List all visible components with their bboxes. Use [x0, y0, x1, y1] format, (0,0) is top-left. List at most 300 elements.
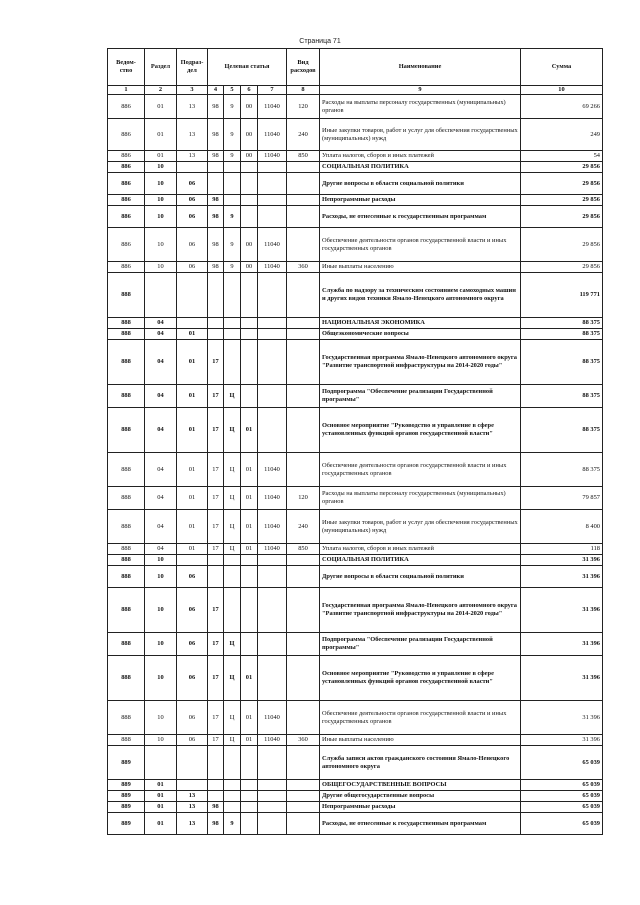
- cell-naimenovanie: Подпрограмма "Обеспечение реализации Государственной программы": [320, 385, 521, 408]
- table-row: [108, 487, 603, 510]
- cell-tsel-direction: 11040: [258, 453, 287, 487]
- cell-summa: 29 856: [521, 206, 603, 228]
- cell-tsel-program: 17: [208, 487, 224, 510]
- cell-tsel-direction: [258, 173, 287, 195]
- table-row: [108, 206, 603, 228]
- cell-podrazdel: 01: [177, 408, 208, 453]
- cell-tsel-program: 17: [208, 701, 224, 735]
- cell-razdel: 10: [145, 656, 177, 701]
- cell-naimenovanie: Другие общегосударственные вопросы: [320, 791, 521, 802]
- cell-tsel-direction: 11040: [258, 487, 287, 510]
- cell-razdel: 10: [145, 633, 177, 656]
- header-row: [108, 49, 603, 86]
- cell-naimenovanie: Обеспечение деятельности органов государственной власти и иных государственных органов: [320, 701, 521, 735]
- cell-tsel-program: 17: [208, 633, 224, 656]
- cell-vid-rashodov: [287, 780, 320, 791]
- cell-vid-rashodov: 120: [287, 487, 320, 510]
- cell-tsel-direction: 11040: [258, 228, 287, 262]
- cell-tsel-subprogram: 9: [224, 813, 241, 835]
- cell-vid-rashodov: 120: [287, 95, 320, 119]
- cell-vid-rashodov: [287, 555, 320, 566]
- cell-naimenovanie: Подпрограмма "Обеспечение реализации Государственной программы": [320, 633, 521, 656]
- cell-tsel-event: [241, 385, 258, 408]
- cell-tsel-program: 98: [208, 206, 224, 228]
- cell-vid-rashodov: [287, 195, 320, 206]
- table-body: [108, 95, 603, 835]
- cell-tsel-event: [241, 566, 258, 588]
- column-number: 6: [241, 86, 258, 95]
- table-row: [108, 746, 603, 780]
- cell-tsel-program: 98: [208, 262, 224, 273]
- table-row: [108, 385, 603, 408]
- cell-tsel-event: 01: [241, 510, 258, 544]
- page-label: Страница 71: [299, 38, 341, 45]
- cell-podrazdel: [177, 555, 208, 566]
- table-row: [108, 813, 603, 835]
- cell-naimenovanie: Служба по надзору за техническим состоянием самоходных машин и других видов техники Ямало-Ненецкого автономного округа: [320, 273, 521, 318]
- cell-tsel-event: [241, 813, 258, 835]
- cell-vid-rashodov: [287, 588, 320, 633]
- cell-podrazdel: 13: [177, 813, 208, 835]
- cell-tsel-subprogram: 9: [224, 151, 241, 162]
- cell-tsel-program: 17: [208, 544, 224, 555]
- cell-tsel-event: 01: [241, 408, 258, 453]
- cell-tsel-event: [241, 780, 258, 791]
- cell-vid-rashodov: [287, 802, 320, 813]
- cell-tsel-event: 01: [241, 487, 258, 510]
- cell-tsel-subprogram: [224, 329, 241, 340]
- cell-summa: 29 856: [521, 195, 603, 206]
- cell-naimenovanie: Государственная программа Ямало-Ненецкого автономного округа "Развитие транспортной инфраструктуры на 2014-2020 годы": [320, 588, 521, 633]
- cell-tsel-subprogram: Ц: [224, 487, 241, 510]
- cell-vedomstvo: 888: [108, 555, 145, 566]
- cell-tsel-subprogram: [224, 555, 241, 566]
- cell-razdel: 04: [145, 408, 177, 453]
- cell-tsel-event: [241, 340, 258, 385]
- cell-tsel-event: 01: [241, 735, 258, 746]
- cell-tsel-direction: [258, 656, 287, 701]
- column-number: 7: [258, 86, 287, 95]
- cell-summa: 118: [521, 544, 603, 555]
- cell-razdel: 01: [145, 791, 177, 802]
- cell-vedomstvo: 886: [108, 119, 145, 151]
- table-row: [108, 340, 603, 385]
- cell-vedomstvo: 886: [108, 95, 145, 119]
- cell-vedomstvo: 886: [108, 206, 145, 228]
- cell-podrazdel: 01: [177, 544, 208, 555]
- header-razdel: Раздел: [145, 49, 177, 86]
- cell-vedomstvo: 888: [108, 633, 145, 656]
- cell-tsel-event: 00: [241, 262, 258, 273]
- column-number: 3: [177, 86, 208, 95]
- cell-tsel-event: [241, 555, 258, 566]
- cell-tsel-program: [208, 329, 224, 340]
- budget-table: [107, 48, 603, 835]
- cell-naimenovanie: Расходы на выплаты персоналу государственных (муниципальных) органов: [320, 487, 521, 510]
- table-row: [108, 656, 603, 701]
- cell-vedomstvo: 889: [108, 780, 145, 791]
- cell-naimenovanie: Уплата налогов, сборов и иных платежей: [320, 544, 521, 555]
- cell-podrazdel: [177, 318, 208, 329]
- cell-tsel-subprogram: Ц: [224, 735, 241, 746]
- cell-summa: 31 396: [521, 701, 603, 735]
- cell-summa: 79 857: [521, 487, 603, 510]
- cell-summa: 88 375: [521, 385, 603, 408]
- column-number: 2: [145, 86, 177, 95]
- table-row: [108, 173, 603, 195]
- cell-vedomstvo: 888: [108, 340, 145, 385]
- cell-razdel: 10: [145, 262, 177, 273]
- cell-tsel-subprogram: [224, 318, 241, 329]
- cell-tsel-direction: [258, 385, 287, 408]
- cell-podrazdel: 01: [177, 340, 208, 385]
- table-row: [108, 633, 603, 656]
- cell-vid-rashodov: [287, 746, 320, 780]
- cell-naimenovanie: СОЦИАЛЬНАЯ ПОЛИТИКА: [320, 555, 521, 566]
- cell-podrazdel: 06: [177, 262, 208, 273]
- cell-vid-rashodov: [287, 273, 320, 318]
- cell-tsel-direction: [258, 340, 287, 385]
- cell-tsel-subprogram: 9: [224, 119, 241, 151]
- cell-naimenovanie: НАЦИОНАЛЬНАЯ ЭКОНОМИКА: [320, 318, 521, 329]
- cell-tsel-event: [241, 162, 258, 173]
- cell-vid-rashodov: [287, 173, 320, 195]
- cell-razdel: [145, 746, 177, 780]
- cell-razdel: 04: [145, 385, 177, 408]
- cell-vedomstvo: 886: [108, 262, 145, 273]
- cell-vid-rashodov: 360: [287, 735, 320, 746]
- cell-podrazdel: [177, 162, 208, 173]
- cell-naimenovanie: Другие вопросы в области социальной политики: [320, 566, 521, 588]
- cell-tsel-program: 17: [208, 656, 224, 701]
- cell-vedomstvo: 888: [108, 566, 145, 588]
- cell-vid-rashodov: 240: [287, 119, 320, 151]
- cell-summa: 65 039: [521, 780, 603, 791]
- cell-summa: 65 039: [521, 791, 603, 802]
- table-row: [108, 555, 603, 566]
- cell-vid-rashodov: [287, 408, 320, 453]
- cell-tsel-subprogram: 9: [224, 228, 241, 262]
- table-row: [108, 318, 603, 329]
- cell-tsel-direction: 11040: [258, 510, 287, 544]
- cell-tsel-event: [241, 802, 258, 813]
- column-number: 9: [320, 86, 521, 95]
- cell-vedomstvo: 888: [108, 656, 145, 701]
- cell-naimenovanie: Уплата налогов, сборов и иных платежей: [320, 151, 521, 162]
- header-summa: Сумма: [521, 49, 603, 86]
- cell-tsel-subprogram: [224, 566, 241, 588]
- cell-tsel-subprogram: 9: [224, 206, 241, 228]
- cell-summa: 54: [521, 151, 603, 162]
- cell-vedomstvo: 888: [108, 701, 145, 735]
- cell-naimenovanie: Непрограммные расходы: [320, 802, 521, 813]
- cell-tsel-program: [208, 273, 224, 318]
- cell-razdel: 01: [145, 95, 177, 119]
- cell-tsel-event: [241, 273, 258, 318]
- cell-summa: 29 856: [521, 173, 603, 195]
- table-row: [108, 329, 603, 340]
- cell-tsel-event: [241, 633, 258, 656]
- cell-vedomstvo: 888: [108, 453, 145, 487]
- table-row: [108, 566, 603, 588]
- cell-tsel-subprogram: [224, 195, 241, 206]
- cell-razdel: 10: [145, 588, 177, 633]
- cell-vid-rashodov: [287, 329, 320, 340]
- cell-tsel-direction: [258, 780, 287, 791]
- cell-tsel-event: [241, 173, 258, 195]
- cell-vedomstvo: 886: [108, 173, 145, 195]
- cell-tsel-subprogram: Ц: [224, 385, 241, 408]
- cell-podrazdel: 06: [177, 173, 208, 195]
- cell-naimenovanie: Государственная программа Ямало-Ненецкого автономного округа "Развитие транспортной инфраструктуры на 2014-2020 годы": [320, 340, 521, 385]
- cell-tsel-event: 01: [241, 544, 258, 555]
- cell-summa: 31 396: [521, 656, 603, 701]
- cell-summa: 88 375: [521, 318, 603, 329]
- cell-tsel-subprogram: [224, 746, 241, 780]
- cell-tsel-direction: 11040: [258, 701, 287, 735]
- cell-tsel-direction: [258, 162, 287, 173]
- cell-tsel-direction: 11040: [258, 119, 287, 151]
- cell-podrazdel: 13: [177, 95, 208, 119]
- cell-podrazdel: 06: [177, 228, 208, 262]
- cell-razdel: 01: [145, 802, 177, 813]
- cell-tsel-program: 98: [208, 228, 224, 262]
- cell-summa: 88 375: [521, 453, 603, 487]
- cell-tsel-subprogram: Ц: [224, 453, 241, 487]
- cell-razdel: 10: [145, 206, 177, 228]
- cell-vid-rashodov: 240: [287, 510, 320, 544]
- table-row: [108, 735, 603, 746]
- table-row: [108, 195, 603, 206]
- cell-tsel-program: 17: [208, 510, 224, 544]
- cell-tsel-program: [208, 566, 224, 588]
- header-vedomstvo: Ведом-ство: [108, 49, 145, 86]
- column-number: 8: [287, 86, 320, 95]
- cell-tsel-event: [241, 206, 258, 228]
- cell-razdel: 10: [145, 228, 177, 262]
- cell-razdel: 10: [145, 162, 177, 173]
- cell-vedomstvo: 888: [108, 329, 145, 340]
- cell-tsel-event: [241, 195, 258, 206]
- table-row: [108, 95, 603, 119]
- cell-vedomstvo: 888: [108, 735, 145, 746]
- cell-tsel-subprogram: Ц: [224, 633, 241, 656]
- cell-naimenovanie: Иные выплаты населению: [320, 735, 521, 746]
- cell-tsel-subprogram: [224, 802, 241, 813]
- cell-tsel-program: [208, 162, 224, 173]
- cell-tsel-program: 17: [208, 735, 224, 746]
- cell-podrazdel: 06: [177, 206, 208, 228]
- cell-tsel-subprogram: [224, 162, 241, 173]
- cell-tsel-subprogram: [224, 340, 241, 385]
- cell-tsel-event: 00: [241, 228, 258, 262]
- cell-razdel: 10: [145, 566, 177, 588]
- cell-naimenovanie: Расходы, не отнесенные к государственным программам: [320, 206, 521, 228]
- cell-vid-rashodov: [287, 791, 320, 802]
- cell-podrazdel: [177, 780, 208, 791]
- cell-tsel-subprogram: [224, 173, 241, 195]
- cell-tsel-direction: [258, 206, 287, 228]
- cell-tsel-event: [241, 318, 258, 329]
- cell-vid-rashodov: 850: [287, 151, 320, 162]
- cell-vid-rashodov: [287, 340, 320, 385]
- table-row: [108, 262, 603, 273]
- cell-tsel-event: 01: [241, 656, 258, 701]
- cell-tsel-program: [208, 746, 224, 780]
- cell-tsel-program: 17: [208, 588, 224, 633]
- cell-tsel-program: 98: [208, 195, 224, 206]
- cell-tsel-subprogram: Ц: [224, 510, 241, 544]
- cell-vedomstvo: 888: [108, 408, 145, 453]
- cell-tsel-program: 98: [208, 813, 224, 835]
- cell-naimenovanie: ОБЩЕГОСУДАРСТВЕННЫЕ ВОПРОСЫ: [320, 780, 521, 791]
- cell-razdel: 04: [145, 329, 177, 340]
- cell-razdel: 10: [145, 195, 177, 206]
- cell-razdel: 04: [145, 510, 177, 544]
- cell-naimenovanie: Служба записи актов гражданского состояния Ямало-Ненецкого автономного округа: [320, 746, 521, 780]
- table-row: [108, 162, 603, 173]
- cell-vedomstvo: 889: [108, 813, 145, 835]
- cell-tsel-program: 98: [208, 119, 224, 151]
- cell-summa: 31 396: [521, 588, 603, 633]
- cell-tsel-event: [241, 588, 258, 633]
- cell-naimenovanie: Другие вопросы в области социальной политики: [320, 173, 521, 195]
- cell-tsel-event: [241, 329, 258, 340]
- cell-tsel-program: [208, 318, 224, 329]
- table-row: [108, 119, 603, 151]
- cell-razdel: 04: [145, 487, 177, 510]
- cell-vedomstvo: 886: [108, 228, 145, 262]
- cell-razdel: 10: [145, 735, 177, 746]
- cell-vid-rashodov: [287, 566, 320, 588]
- cell-vid-rashodov: 360: [287, 262, 320, 273]
- cell-naimenovanie: Расходы, не отнесенные к государственным программам: [320, 813, 521, 835]
- cell-vid-rashodov: [287, 385, 320, 408]
- cell-tsel-direction: [258, 195, 287, 206]
- cell-tsel-program: [208, 555, 224, 566]
- table-row: [108, 701, 603, 735]
- table-row: [108, 453, 603, 487]
- cell-tsel-program: 17: [208, 385, 224, 408]
- cell-summa: 31 396: [521, 566, 603, 588]
- column-number: 5: [224, 86, 241, 95]
- cell-tsel-subprogram: Ц: [224, 656, 241, 701]
- cell-podrazdel: 06: [177, 588, 208, 633]
- cell-summa: 31 396: [521, 555, 603, 566]
- cell-tsel-program: [208, 780, 224, 791]
- cell-vedomstvo: 888: [108, 273, 145, 318]
- cell-summa: 65 039: [521, 802, 603, 813]
- cell-podrazdel: 01: [177, 487, 208, 510]
- cell-tsel-direction: 11040: [258, 151, 287, 162]
- cell-tsel-direction: [258, 746, 287, 780]
- cell-vid-rashodov: [287, 206, 320, 228]
- cell-vid-rashodov: [287, 813, 320, 835]
- cell-razdel: 01: [145, 119, 177, 151]
- column-number: 1: [108, 86, 145, 95]
- cell-summa: 29 856: [521, 228, 603, 262]
- cell-naimenovanie: Иные закупки товаров, работ и услуг для обеспечения государственных (муниципальных) нужд: [320, 510, 521, 544]
- cell-summa: 65 039: [521, 813, 603, 835]
- cell-tsel-program: [208, 791, 224, 802]
- cell-tsel-event: [241, 746, 258, 780]
- header-tselevaya-statya: Целевая статья: [208, 49, 287, 86]
- cell-podrazdel: 06: [177, 701, 208, 735]
- header-podrazdel: Подраз-дел: [177, 49, 208, 86]
- cell-vedomstvo: 889: [108, 791, 145, 802]
- table-row: [108, 802, 603, 813]
- cell-vedomstvo: 888: [108, 544, 145, 555]
- cell-tsel-direction: [258, 318, 287, 329]
- cell-vedomstvo: 886: [108, 151, 145, 162]
- cell-tsel-direction: 11040: [258, 95, 287, 119]
- cell-tsel-direction: [258, 813, 287, 835]
- cell-naimenovanie: СОЦИАЛЬНАЯ ПОЛИТИКА: [320, 162, 521, 173]
- cell-vedomstvo: 889: [108, 802, 145, 813]
- cell-tsel-event: 00: [241, 95, 258, 119]
- cell-razdel: 04: [145, 318, 177, 329]
- cell-razdel: [145, 273, 177, 318]
- cell-summa: 65 039: [521, 746, 603, 780]
- cell-tsel-direction: [258, 802, 287, 813]
- cell-vedomstvo: 889: [108, 746, 145, 780]
- cell-podrazdel: [177, 746, 208, 780]
- header-vid-rashodov: Вид расходов: [287, 49, 320, 86]
- cell-podrazdel: 01: [177, 329, 208, 340]
- cell-tsel-subprogram: Ц: [224, 408, 241, 453]
- cell-tsel-program: 17: [208, 453, 224, 487]
- cell-naimenovanie: Обеспечение деятельности органов государственной власти и иных государственных органов: [320, 228, 521, 262]
- cell-vedomstvo: 888: [108, 588, 145, 633]
- cell-naimenovanie: Общеэкономические вопросы: [320, 329, 521, 340]
- cell-summa: 249: [521, 119, 603, 151]
- cell-podrazdel: 01: [177, 453, 208, 487]
- cell-razdel: 04: [145, 340, 177, 385]
- cell-vid-rashodov: [287, 656, 320, 701]
- cell-podrazdel: 06: [177, 656, 208, 701]
- cell-razdel: 10: [145, 701, 177, 735]
- cell-podrazdel: [177, 273, 208, 318]
- cell-razdel: 04: [145, 544, 177, 555]
- cell-tsel-event: [241, 791, 258, 802]
- cell-summa: 31 396: [521, 633, 603, 656]
- cell-summa: 88 375: [521, 408, 603, 453]
- cell-naimenovanie: Основное мероприятие "Руководство и управление в сфере установленных функций органов государственной власти": [320, 656, 521, 701]
- header-naimenovanie: Наименование: [320, 49, 521, 86]
- cell-tsel-program: 98: [208, 95, 224, 119]
- cell-tsel-event: 00: [241, 119, 258, 151]
- cell-podrazdel: 13: [177, 119, 208, 151]
- cell-vedomstvo: 886: [108, 162, 145, 173]
- cell-podrazdel: 13: [177, 791, 208, 802]
- cell-tsel-direction: [258, 791, 287, 802]
- table-row: [108, 588, 603, 633]
- cell-naimenovanie: Иные закупки товаров, работ и услуг для обеспечения государственных (муниципальных) нужд: [320, 119, 521, 151]
- cell-tsel-program: [208, 173, 224, 195]
- cell-vedomstvo: 886: [108, 195, 145, 206]
- cell-tsel-event: 01: [241, 701, 258, 735]
- cell-tsel-subprogram: Ц: [224, 701, 241, 735]
- cell-tsel-subprogram: [224, 588, 241, 633]
- cell-summa: 69 266: [521, 95, 603, 119]
- cell-podrazdel: 01: [177, 510, 208, 544]
- cell-tsel-direction: [258, 633, 287, 656]
- cell-razdel: 01: [145, 813, 177, 835]
- cell-vedomstvo: 888: [108, 385, 145, 408]
- cell-vedomstvo: 888: [108, 318, 145, 329]
- cell-razdel: 10: [145, 555, 177, 566]
- cell-tsel-subprogram: 9: [224, 262, 241, 273]
